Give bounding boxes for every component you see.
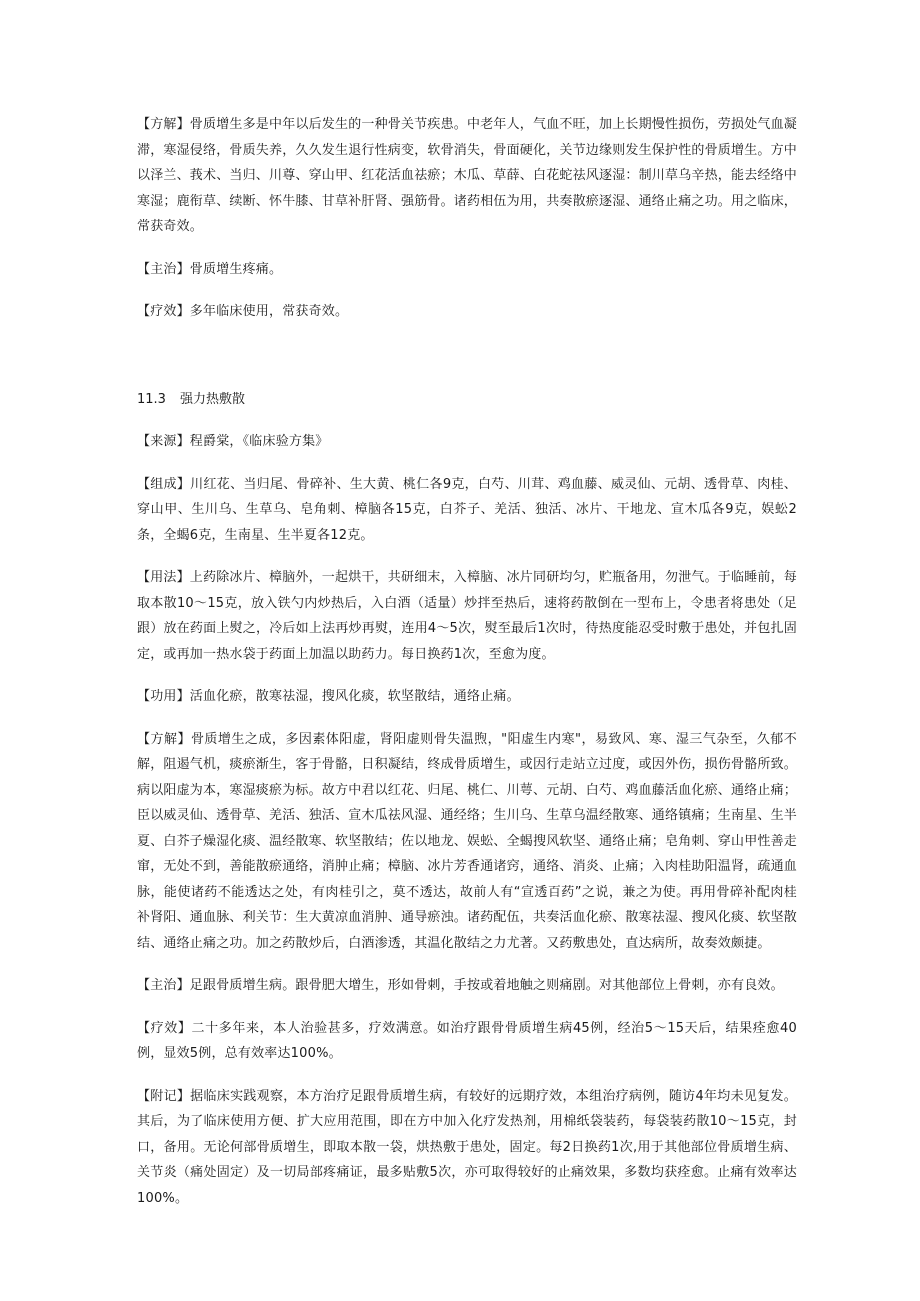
- paragraph-yongfa: 【用法】上药除冰片、樟脑外，一起烘干，共研细末，入樟脑、冰片同研均匀，贮瓶备用，勿泄气。于临睡前，每取本散10～15克，放入铁勺内炒热后，入白酒（适量）炒拌至热后，速将药散倒在一型布上，令患者将患处（足跟）放在药面上熨之，冷后如上法再炒再熨，连用4～5次，熨至最后1次时，待热度能忍受时敷于患处，并包扎固定，或再加一热水袋于药面上加温以助药力。每日换药1次，至愈为度。: [137, 570, 798, 662]
- paragraph-fangjie-2: 【方解】骨质增生之成，多因素体阳虚，肾阳虚则骨失温煦，"阳虚生内寒"，易致风、寒、湿三气杂至，久郁不解，阻遏气机，痰瘀渐生，客于骨骼，日积凝结，终成骨质增生，或因行走站立过度，或因外伤，损伤骨骼所致。病以阳虚为本，寒湿痰瘀为标。故方中君以红花、归尾、桃仁、川萼、元胡、白芍、鸡血藤活血化瘀、通络止痛；臣以威灵仙、透骨草、羌活、独活、宣木瓜祛风湿、通经络；生川乌、生草乌温经散寒、通络镇痛；生南星、生半夏、白芥子燥湿化痰、温经散寒、软坚散结；佐以地龙、娱蚣、全蝎搜风软坚、通络止痛；皂角刺、穿山甲性善走窜，无处不到，善能散瘀通络，消肿止痛；樟脑、冰片芳香通诸窍，通络、消炎、止痛；入肉桂助阳温肾，疏通血脉，能使诸药不能透达之处，有肉桂引之，莫不透达，故前人有“宣透百药”之说，兼之为使。再用骨碎补配肉桂补肾阳、通血脉、利关节：生大黄凉血消肿、通导瘀浊。诸药配伍，共奏活血化瘀、散寒祛湿、搜风化痰、软坚散结、通络止痛之功。加之药散炒后，白酒渗透，其温化散结之力尤著。又药敷患处，直达病所，故奏效颇捷。: [137, 731, 798, 951]
- paragraph-zhuzhi-1: 【主治】骨质增生疼痛。: [137, 261, 283, 277]
- section-title: 强力热敷散: [179, 391, 245, 407]
- paragraph-zucheng: 【组成】川红花、当归尾、骨碎补、生大黄、桃仁各9克，白芍、川茸、鸡血藤、威灵仙、元胡、透骨草、肉桂、穿山甲、生川乌、生草乌、皂角刺、樟脑各15克，白芥子、羌活、独活、冰片、干地龙、宣木瓜各9克，娱蚣2条，全蝎6克，生南星、生半夏各12克。: [137, 476, 797, 543]
- section-number: 11.3: [137, 391, 166, 407]
- paragraph-gongyong: 【功用】活血化瘀，散寒祛湿，搜风化痰，软坚散结，通络止痛。: [137, 689, 520, 704]
- section-heading: [137, 387, 797, 413]
- paragraph-liaoxiao-1: 【疗效】多年临床使用，常获奇效。: [137, 304, 349, 319]
- document-page: [137, 112, 797, 1211]
- paragraph-fangjie-1: 【方解】骨质增生多是中年以后发生的一种骨关节疾患。中老年人，气血不旺，加上长期慢性损伤，劳损处气血凝滞，寒湿侵络，骨质失养，久久发生退行性病变，软骨消失，骨面硬化，关节边缘则发生保护性的骨质增生。方中以泽兰、莪术、当归、川尊、穿山甲、红花活血祛瘀；木瓜、草薛、白花蛇祛风逐湿：制川草乌辛热，能去经络中寒湿；鹿衔草、续断、怀牛膝、甘草补肝肾、强筋骨。诸药相伍为用，共奏散瘀逐湿、通络止痛之功。用之临床，常获奇效。: [137, 117, 798, 234]
- paragraph-zhuzhi-2: 【主治】足跟骨质增生病。跟骨肥大增生，形如骨刺，手按或着地触之则痛剧。对其他部位上骨刺，亦有良效。: [137, 978, 784, 993]
- paragraph-fuji: 【附记】据临床实践观察，本方治疗足跟骨质增生病，有较好的远期疗效，本组治疗病例，随访4年均未见复发。其后，为了临床使用方便、扩大应用范围，即在方中加入化疗发热剂，用棉纸袋装药，每袋装药散10～15克，封口，备用。无论何部骨质增生，即取本散一袋，烘热敷于患处，固定。每2日换药1次,用于其他部位骨质增生病、关节炎（痛处固定）及一切局部疼痛证，最多贴敷5次，亦可取得较好的止痛效果，多数均获痊愈。止痛有效率达100%。: [137, 1088, 797, 1206]
- paragraph-laiyuan: 【来源】程爵棠，《临床验方集》: [137, 434, 329, 449]
- paragraph-liaoxiao-2: 【疗效】二十多年来，本人治验甚多，疗效满意。如治疗跟骨骨质增生病45例，经治5～15天后，结果痊愈40例，显效5例，总有效率达100%。: [137, 1020, 797, 1061]
